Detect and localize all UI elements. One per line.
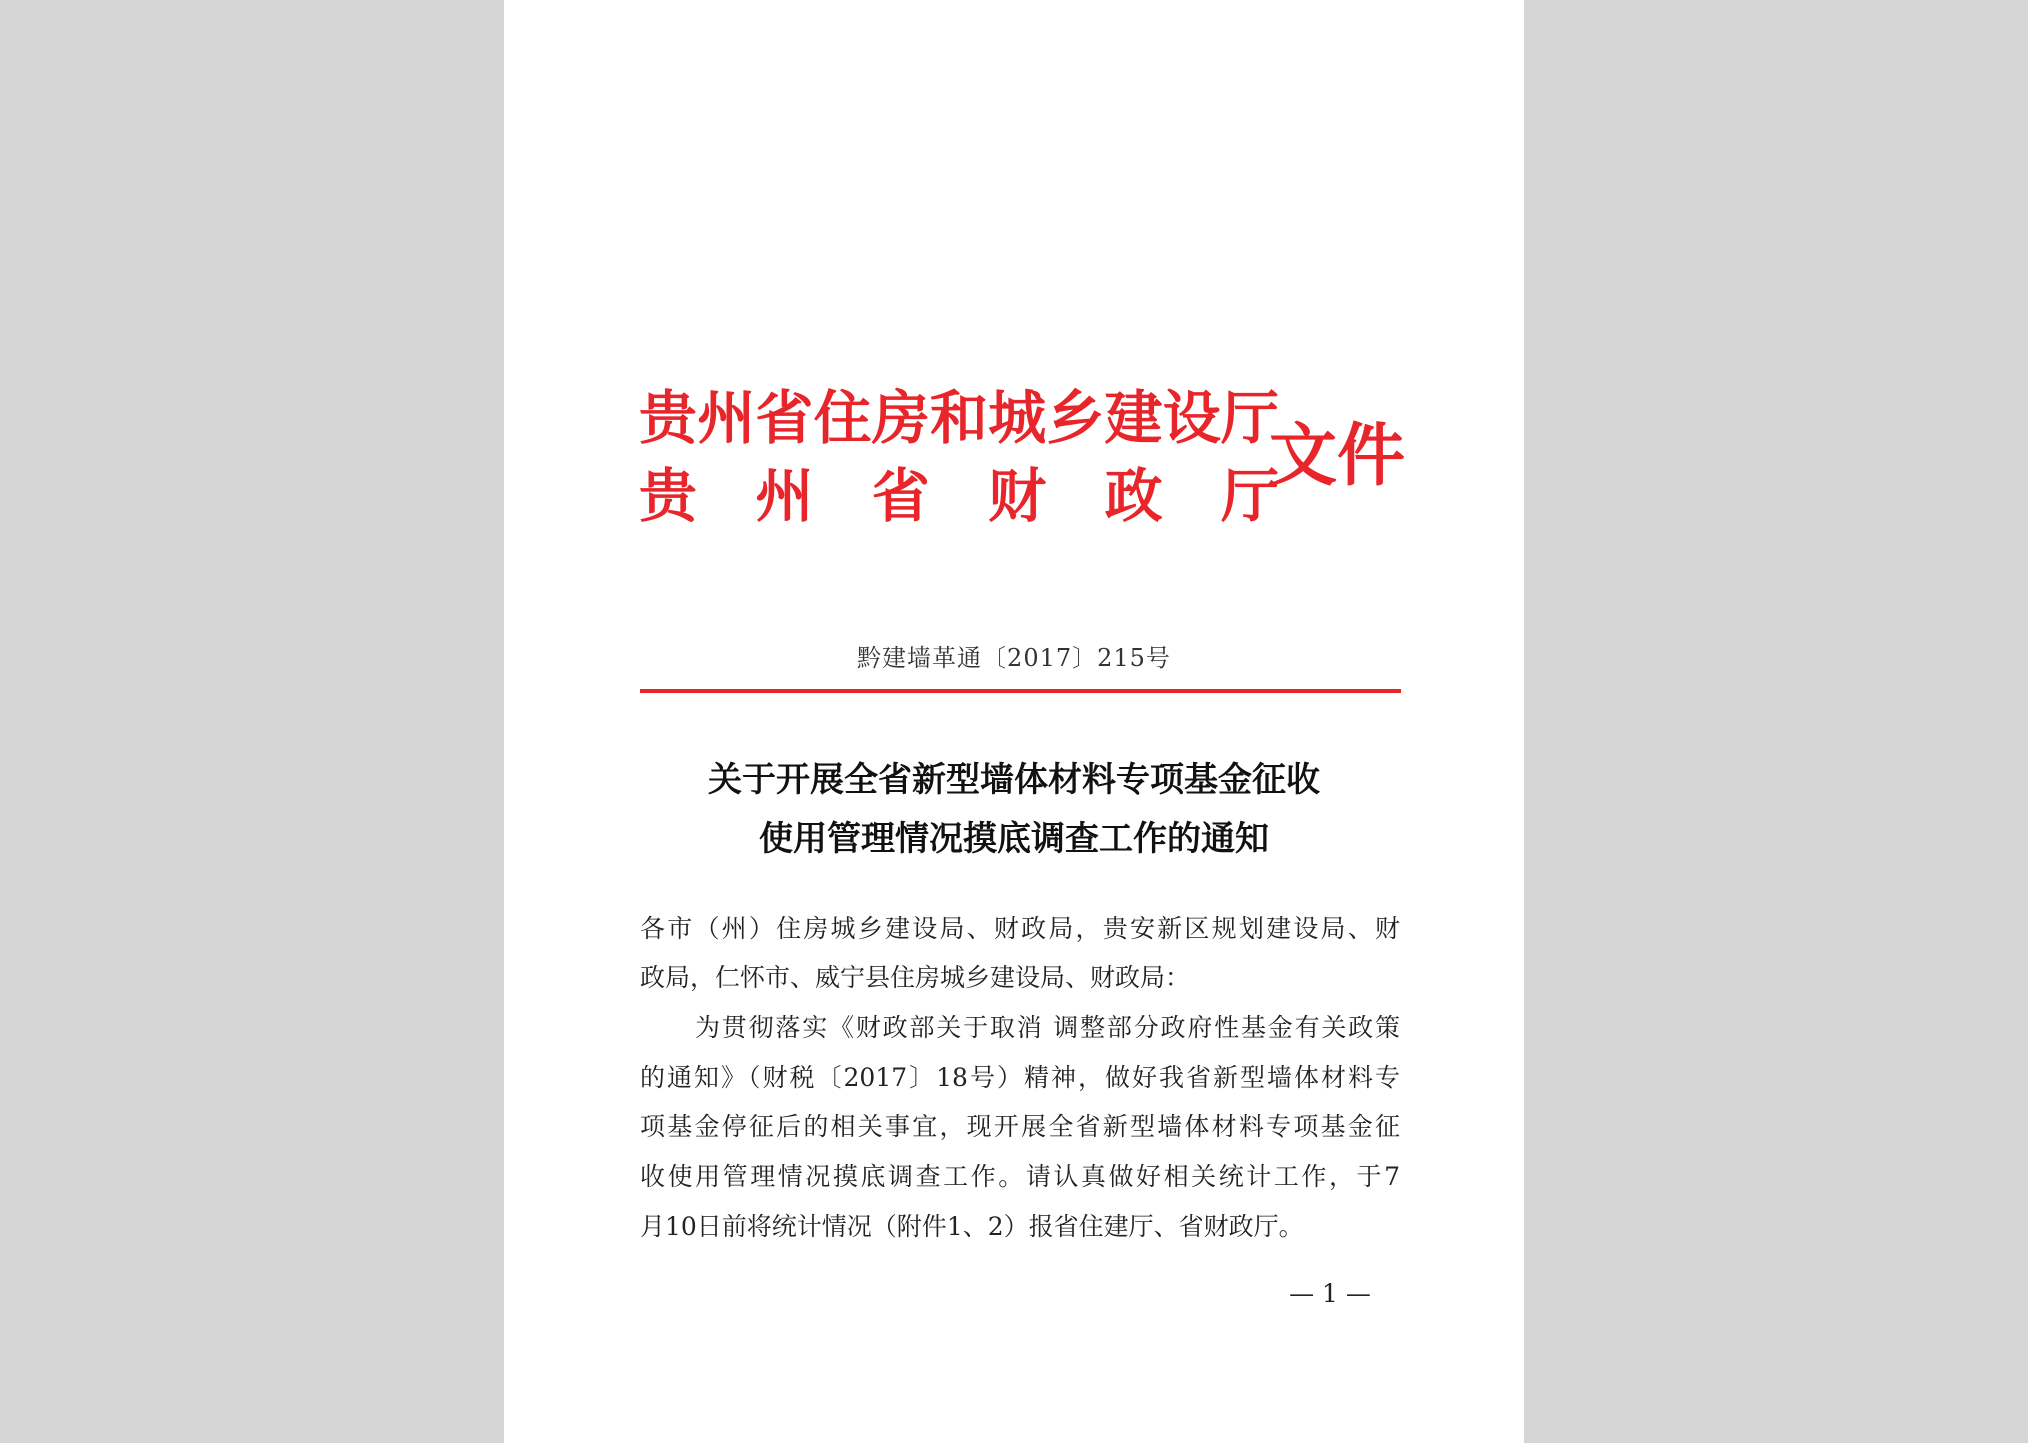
- masthead-char: 州: [697, 384, 756, 452]
- masthead-suffix: 文件: [1269, 416, 1406, 496]
- masthead-line-2: [639, 460, 1279, 532]
- page-number: — 1 —: [1289, 1279, 1371, 1308]
- masthead-char: 州: [755, 462, 814, 530]
- document-masthead: [639, 382, 1419, 532]
- masthead-char: 财: [988, 462, 1047, 530]
- document-number: 黔建墙革通〔2017〕215号: [857, 644, 1171, 672]
- masthead-char: 政: [1104, 462, 1163, 530]
- masthead-char: 住: [813, 384, 872, 452]
- masthead-char: 和: [929, 384, 988, 452]
- body-paragraph-line-3: 项基金停征后的相关事宜，现开展全省新型墙体材料专项基金征: [640, 1112, 1400, 1141]
- masthead-char: 厅: [1220, 462, 1279, 530]
- masthead-char: 建: [1104, 384, 1163, 452]
- body-paragraph-line-1: 为贯彻落实《财政部关于取消 调整部分政府性基金有关政策: [695, 1013, 1400, 1042]
- masthead-char: 厅: [1220, 384, 1279, 452]
- body-paragraph-line-4: 收使用管理情况摸底调查工作。请认真做好相关统计工作，于7: [640, 1162, 1400, 1191]
- body-paragraph-line-2: 的通知》（财税〔2017〕18号）精神，做好我省新型墙体材料专: [640, 1063, 1400, 1092]
- masthead-char: 设: [1162, 384, 1221, 452]
- document-title-line-1: 关于开展全省新型墙体材料专项基金征收: [708, 760, 1320, 800]
- addressee-line-1: 各市（州）住房城乡建设局、财政局，贵安新区规划建设局、财: [640, 914, 1400, 943]
- masthead-char: 城: [988, 384, 1047, 452]
- document-page: [504, 0, 1524, 1443]
- masthead-char: 省: [871, 462, 930, 530]
- masthead-char: 贵: [639, 462, 698, 530]
- document-title-line-2: 使用管理情况摸底调查工作的通知: [759, 819, 1269, 859]
- masthead-char: 房: [871, 384, 930, 452]
- addressee-line-2: 政局，仁怀市、威宁县住房城乡建设局、财政局：: [640, 963, 1191, 992]
- body-paragraph-line-5: 月10日前将统计情况（附件1、2）报省住建厅、省财政厅。: [640, 1212, 1304, 1241]
- masthead-line-1: [639, 382, 1279, 454]
- masthead-char: 省: [755, 384, 814, 452]
- masthead-char: 贵: [639, 384, 698, 452]
- red-divider-line: [640, 689, 1401, 693]
- masthead-char: 乡: [1046, 384, 1105, 452]
